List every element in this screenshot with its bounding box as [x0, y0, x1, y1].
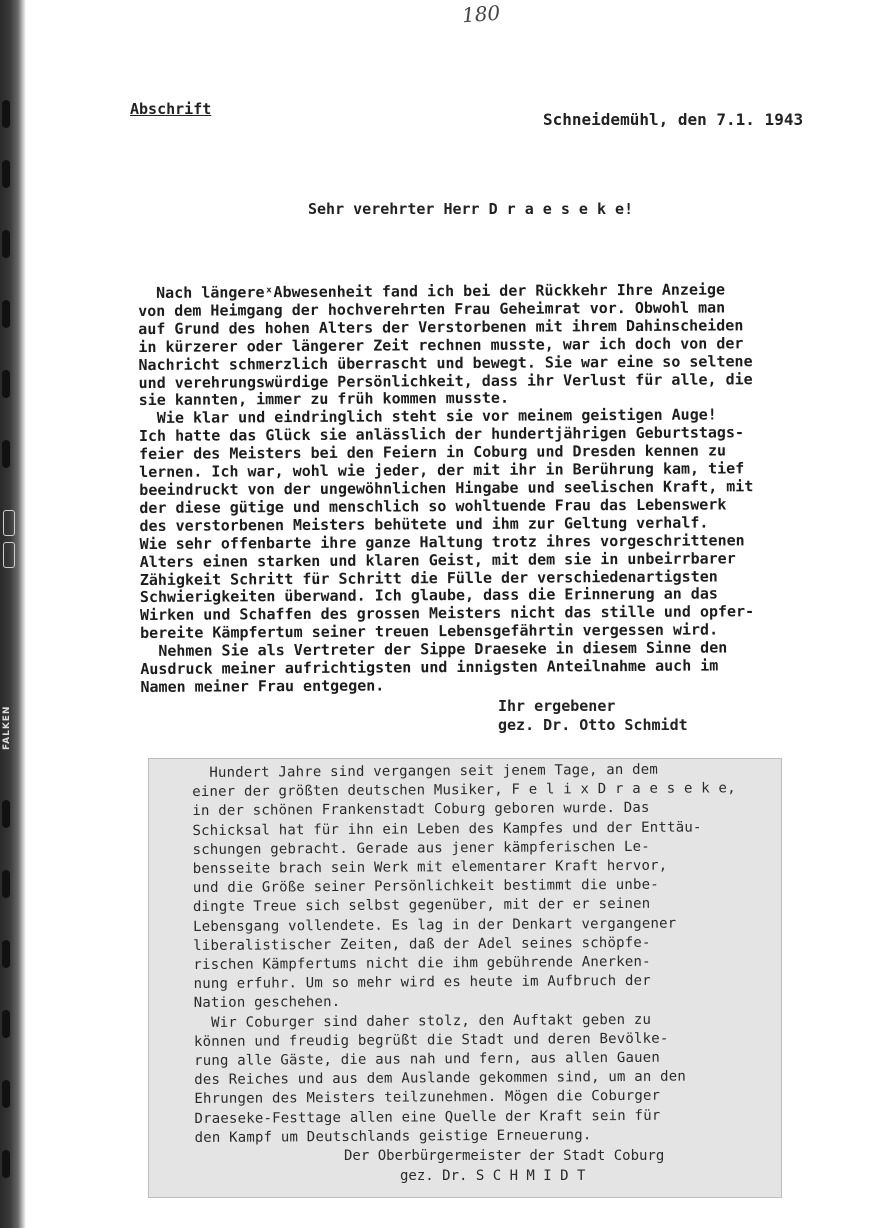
letter-line: in kürzerer oder längerer Zeit rechnen musste, war ich doch von der: [138, 334, 744, 356]
letter-line: Nachricht schmerzlich überrascht und bewegt. Sie war eine so seltene: [138, 351, 753, 374]
punch-hole: [2, 160, 10, 188]
letter-line: Wirken und Schaffen des grossen Meisters nicht das stille und opfer-: [139, 602, 755, 625]
letter-line: Ich hatte das Glück sie anlässlich der hundertjährigen Geburtstags-: [138, 423, 745, 446]
letter-line: Namen meiner Frau entgegen.: [140, 676, 385, 696]
clipping-line: bensseite brach sein Werk mit elementarer Kraft hervor,: [192, 857, 668, 878]
letter-line: bereite Kämpfertum seiner treuen Lebensgefährtin vergessen wird.: [140, 620, 719, 643]
letter-line: beeindruckt von der ungewöhnlichen Hingabe und seelischen Kraft, mit: [139, 477, 754, 499]
clipping-signature-title: Der Oberbürgermeister der Stadt Coburg: [344, 1148, 665, 1164]
letter-line: auf Grund des hohen Alters der Verstorbenen mit ihrem Dahinscheiden: [138, 316, 744, 338]
letter-line: und verehrungswürdige Persönlichkeit, dass ihr Verlust für alle, die: [138, 369, 753, 392]
binder-brand-label: FALKEN: [2, 705, 12, 750]
closing-signature: gez. Dr. Otto Schmidt: [498, 716, 688, 734]
letter-line: Nehmen Sie als Vertreter der Sippe Draeseke in diesem Sinne den: [140, 638, 728, 661]
clipping-line: einer der größten deutschen Musiker, F e l i x D r a e s e k e,: [192, 780, 736, 801]
clipping-text: [192, 760, 775, 1148]
punch-hole: [2, 300, 10, 328]
punch-hole: [2, 100, 10, 128]
clipping-line: können und freudig begrüßt die Stadt und deren Bevölke-: [193, 1030, 669, 1050]
letter-line: lernen. Ich war, wohl wie jeder, der mit ihr in Berührung kam, tief: [139, 459, 745, 482]
binder-strip: [0, 0, 26, 1228]
letter-line: feier des Meisters bei den Feiern in Coburg und Dresden kennen zu: [138, 441, 727, 464]
letter-line: des verstorbenen Meisters behütete und ihm zur Geltung verhalf.: [139, 513, 709, 535]
copy-label: Abschrift: [130, 100, 212, 118]
clipping-line: Draeseke-Festtage allen eine Quelle der Kraft sein für: [194, 1107, 661, 1127]
letter-line: der diese gütige und menschlich so wohltuende Frau das Lebenswerk: [139, 495, 727, 517]
clipping-line: den Kampf um Deutschlands geistige Erneuerung.: [194, 1127, 592, 1146]
clipping-line: rung alle Gäste, die aus nah und fern, aus allen Gauen: [194, 1049, 661, 1070]
letter-line: Wie sehr offenbarte ihre ganze Haltung trotz ihres vorgeschrittenen: [139, 530, 745, 553]
clipping-signature: [344, 1147, 664, 1186]
punch-hole: [2, 870, 10, 898]
binder-icon: [3, 510, 15, 536]
punch-hole: [2, 1080, 10, 1108]
clipping-line: nung erfuhr. Um so mehr wird es heute im Aufbruch der: [193, 973, 651, 993]
letter-line: Alters einen starken und klaren Geist, mit dem sie in unbeirrbarer: [139, 548, 736, 571]
clipping-line: dingte Treue sich selbst gegenüber, mit der er seinen: [192, 896, 651, 916]
clipping-line: schungen gebracht. Gerade aus jener kämpferischen Le-: [192, 838, 650, 858]
clipping-line: in der schönen Frankenstadt Coburg geboren wurde. Das: [192, 800, 650, 820]
clipping-line: Ehrungen des Meisters teilzunehmen. Mögen die Coburger: [194, 1088, 661, 1108]
clipping-line: liberalistischer Zeiten, daß der Adel seines schöpfe-: [193, 934, 651, 954]
clipping-line: Wir Coburger sind daher stolz, den Auftakt geben zu: [193, 1011, 652, 1031]
letter-line: Nach längereˣAbwesenheit fand ich bei der Rückkehr Ihre Anzeige: [137, 280, 726, 302]
punch-hole: [2, 1010, 10, 1038]
clipping-line: rischen Kämpfertums nicht die ihm gebührende Anerken-: [193, 953, 651, 974]
letter-line: sie kannten, immer zu früh kommen musste.: [138, 389, 510, 410]
clipping-line: Nation geschehen.: [193, 994, 341, 1012]
letter-line: von dem Heimgang der hochverehrten Frau Geheimrat vor. Obwohl man: [138, 298, 726, 320]
salutation: Sehr verehrter Herr D r a e s e k e!: [308, 200, 634, 218]
page-number: 180: [461, 0, 501, 28]
clipping-signature-name: gez. Dr. S C H M I D T: [400, 1167, 586, 1184]
letter-line: Schwierigkeiten überwand. Ich glaube, dass die Erinnerung an das: [139, 584, 718, 607]
clipping-line: und die Größe seiner Persönlichkeit bestimmt die unbe-: [192, 876, 659, 897]
punch-hole: [2, 1150, 10, 1178]
punch-hole: [2, 230, 10, 258]
punch-hole: [2, 370, 10, 398]
newspaper-clipping: [148, 758, 782, 1198]
clipping-line: Lebensgang vollendete. Es lag in der Denkart vergangener: [193, 915, 677, 935]
letter-line: Ausdruck meiner aufrichtigsten und innigsten Anteilnahme auch im: [140, 656, 719, 679]
letter-closing: [498, 697, 688, 735]
clipping-line: Hundert Jahre sind vergangen seit jenem Tage, an dem: [192, 761, 659, 781]
place-date: Schneidemühl, den 7.1. 1943: [543, 110, 804, 129]
closing-greeting: Ihr ergebener: [498, 697, 616, 715]
letter-line: Zähigkeit Schritt für Schritt die Fülle der verschiedenartigsten: [139, 566, 718, 589]
punch-hole: [2, 440, 10, 468]
binder-icon: [3, 542, 15, 568]
clipping-line: des Reiches und aus dem Auslande gekommen sind, um an den: [194, 1068, 687, 1089]
letter-line: Wie klar und eindringlich steht sie vor meinem geistigen Auge!: [138, 405, 717, 428]
binder-icons: [3, 510, 15, 600]
punch-hole: [2, 800, 10, 828]
punch-hole: [2, 940, 10, 968]
letter-body: [138, 281, 871, 697]
clipping-line: Schicksal hat für ihn ein Leben des Kampfes und der Enttäu-: [192, 819, 702, 839]
